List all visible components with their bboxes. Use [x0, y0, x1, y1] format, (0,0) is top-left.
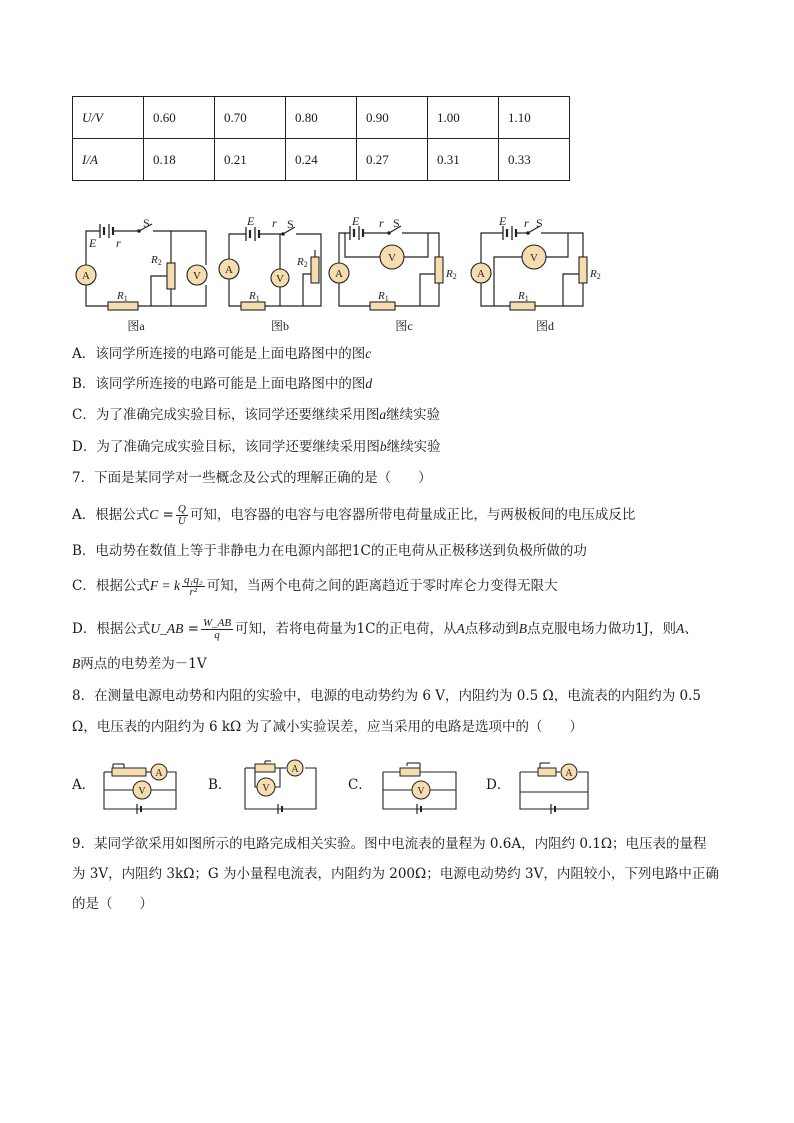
table-row: [73, 97, 570, 139]
q8-circuit-options: [0, 752, 794, 822]
q6-option-c: C．为了准确完成实验目标，该同学还要继续采用图a继续实验: [72, 407, 441, 423]
rheostat-icon: [112, 768, 146, 776]
r2-label: R2: [297, 256, 308, 269]
svg-text:A: A: [291, 764, 299, 775]
rheostat-r2-icon: [167, 263, 175, 289]
meter-label: A: [335, 268, 343, 280]
emf-label: E: [89, 236, 97, 250]
table-cell: 1.10: [499, 97, 570, 139]
switch-icon: [281, 232, 285, 236]
switch-icon: [526, 231, 530, 235]
switch-label: S: [287, 217, 294, 231]
figure-caption: 图b: [270, 319, 290, 333]
internal-resistance-label: r: [524, 216, 529, 230]
rheostat-icon: [400, 768, 420, 776]
table-cell: 0.27: [357, 139, 428, 181]
figure-caption: 图c: [395, 319, 413, 333]
figure-caption: 图d: [535, 319, 555, 333]
table-cell: 0.21: [215, 139, 286, 181]
r2-label: R2: [446, 268, 457, 281]
svg-text:V: V: [138, 786, 146, 797]
table-cell: 0.18: [144, 139, 215, 181]
q6-option-d: D．为了准确完成实验目标，该同学还要继续采用图b继续实验: [72, 439, 441, 455]
table-cell: 1.00: [428, 97, 499, 139]
q7-stem: 7．下面是某同学对一些概念及公式的理解正确的是（ ）: [72, 470, 432, 486]
svg-text:V: V: [262, 783, 270, 794]
table-cell: 0.70: [215, 97, 286, 139]
q9-stem-line1: 9．某同学欲采用如图所示的电路完成相关实验。图中电流表的量程为 0.6A，内阻约 0.1Ω；电压表的量程: [72, 836, 707, 852]
circuit-diagrams: [0, 205, 794, 340]
q7-option-d-cont: B两点的电势差为－1V: [72, 656, 207, 672]
r1-label: R1: [518, 290, 529, 303]
battery-icon: [246, 227, 259, 241]
meter-label: A: [477, 268, 485, 280]
meter-label: A: [82, 270, 90, 282]
q7-option-d: D．根据公式U_AB = $\frac{W\_AB}{q}$ 可知，若将电荷量为1C的正电荷，从A点移动到B点克服电场力做功1J，则A、: [72, 617, 698, 641]
switch-icon: [387, 231, 391, 235]
data-table: [72, 96, 570, 181]
q8-option-b-label: B．: [208, 777, 232, 793]
table-row: [73, 139, 570, 181]
table-header-cell: U/V: [73, 97, 144, 139]
emf-label: E: [499, 214, 507, 228]
r2-label: R2: [151, 254, 162, 267]
svg-text:V: V: [417, 786, 425, 797]
q6-option-b: B．该同学所连接的电路可能是上面电路图中的图d: [72, 376, 373, 392]
rheostat-icon: [538, 768, 556, 776]
resistor-r1-icon: [510, 302, 535, 310]
resistor-r1-icon: [370, 302, 395, 310]
table-cell: 0.90: [357, 97, 428, 139]
q7-option-c: C．根据公式F = k $\frac{\text{q₁q₂}}{\text{r²}}$ 可知，当两个电荷之间的距离趋近于零时库仑力变得无限大: [72, 574, 558, 598]
meter-label: V: [388, 252, 396, 264]
table-cell: 0.80: [286, 97, 357, 139]
table-header-cell: I/A: [73, 139, 144, 181]
resistor-r1-icon: [108, 302, 138, 310]
rheostat-icon: [255, 764, 275, 772]
meter-label: V: [530, 252, 538, 264]
r1-label: R1: [378, 290, 389, 303]
table-cell: 0.33: [499, 139, 570, 181]
battery-icon: [100, 224, 113, 238]
figure-caption: 图a: [127, 319, 145, 333]
q8-option-d-label: D．: [486, 777, 511, 793]
r2-label: R2: [590, 268, 601, 281]
circuit-figure-a: [86, 224, 206, 306]
emf-label: E: [352, 214, 360, 228]
meter-label: A: [225, 264, 233, 276]
switch-label: S: [143, 216, 150, 230]
battery-icon: [350, 226, 363, 240]
switch-label: S: [393, 216, 400, 230]
table-cell: 0.31: [428, 139, 499, 181]
rheostat-r2-icon: [579, 257, 587, 283]
switch-icon: [137, 229, 141, 233]
r1-label: R1: [249, 290, 260, 303]
switch-label: S: [536, 216, 543, 230]
q6-option-a: A．该同学所连接的电路可能是上面电路图中的图c: [72, 346, 372, 362]
battery-icon: [503, 226, 516, 240]
q8-option-a-label: A．: [72, 777, 96, 793]
rheostat-r2-icon: [435, 257, 443, 283]
internal-resistance-label: r: [272, 216, 277, 230]
resistor-r1-icon: [241, 302, 265, 310]
table-cell: 0.60: [144, 97, 215, 139]
q8-stem-line1: 8．在测量电源电动势和内阻的实验中，电源的电动势约为 6 V，内阻约为 0.5 Ω，电流表的内阻约为 0.5: [72, 688, 702, 704]
svg-text:A: A: [155, 768, 163, 779]
q8-option-c-label: C．: [348, 777, 372, 793]
meter-label: V: [193, 270, 201, 282]
q7-option-b: B．电动势在数值上等于非静电力在电源内部把1C的正电荷从正极移送到负极所做的功: [72, 543, 587, 559]
emf-label: E: [247, 214, 255, 228]
svg-text:A: A: [565, 768, 573, 779]
q9-stem-line3: 的是（ ）: [72, 896, 153, 912]
meter-label: V: [276, 273, 284, 285]
internal-resistance-label: r: [379, 216, 384, 230]
table-cell: 0.24: [286, 139, 357, 181]
q8-stem-line2: Ω，电压表的内阻约为 6 kΩ 为了减小实验误差，应当采用的电路是选项中的（ ）: [72, 719, 584, 735]
r1-label: R1: [117, 290, 128, 303]
q9-stem-line2: 为 3V，内阻约 3kΩ；G 为小量程电流表，内阻约为 200Ω；电源电动势约 3V，内阻较小，下列电路中正确: [72, 866, 719, 882]
q7-option-a: A．根据公式C = $\frac{Q}{U}$ 可知，电容器的电容与电容器所带电荷量成正比，与两极板间的电压成反比: [72, 503, 636, 527]
internal-resistance-label: r: [116, 236, 121, 250]
rheostat-r2-icon: [311, 257, 319, 283]
